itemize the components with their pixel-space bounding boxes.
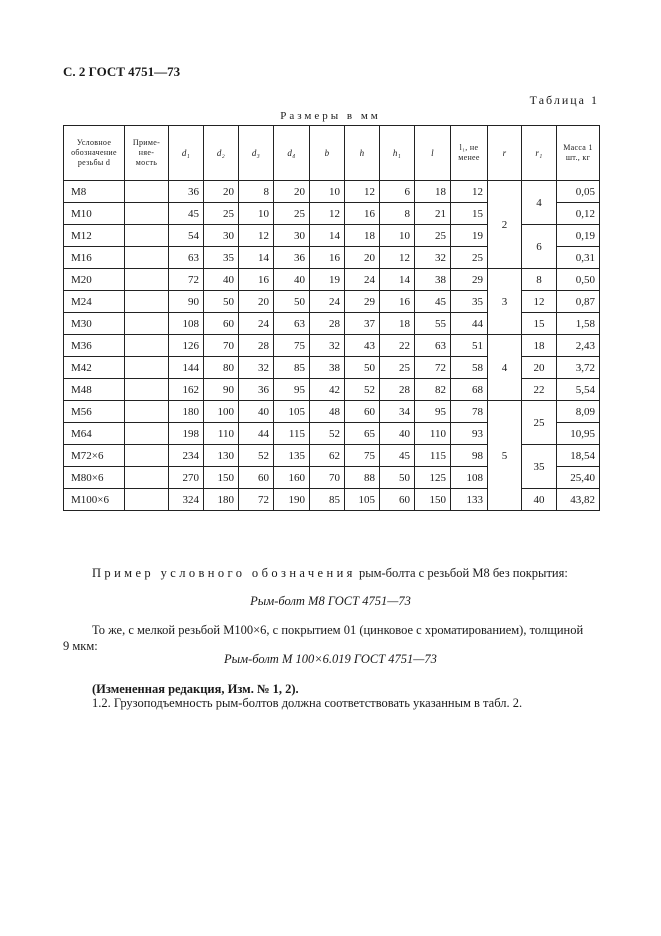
cell-d2: 100 xyxy=(204,401,239,423)
cell-d3: 36 xyxy=(239,379,274,401)
cell-d1: 270 xyxy=(169,467,204,489)
units-caption: Размеры в мм xyxy=(280,110,381,122)
column-header: d₄ xyxy=(274,126,310,181)
thread-designation: M16 xyxy=(64,247,125,269)
cell-h: 29 xyxy=(345,291,380,313)
cell-b: 28 xyxy=(310,313,345,335)
cell-d3: 16 xyxy=(239,269,274,291)
example-designation-2: Рым-болт М 100×6.019 ГОСТ 4751—73 xyxy=(224,652,437,666)
column-header: h₁ xyxy=(380,126,415,181)
column-header: d₃ xyxy=(239,126,274,181)
cell-h: 20 xyxy=(345,247,380,269)
cell-l: 63 xyxy=(415,335,451,357)
paragraph-2-line-2: 9 мкм: xyxy=(63,639,98,653)
cell-b: 24 xyxy=(310,291,345,313)
cell-mass: 0,50 xyxy=(557,269,600,291)
revision-note: (Измененная редакция, Изм. № 1, 2). xyxy=(92,682,299,696)
cell-d4: 95 xyxy=(274,379,310,401)
cell-l1: 58 xyxy=(451,357,488,379)
cell-l: 38 xyxy=(415,269,451,291)
thread-designation: M80×6 xyxy=(64,467,125,489)
applicability-cell xyxy=(125,401,169,423)
cell-d1: 234 xyxy=(169,445,204,467)
cell-l: 21 xyxy=(415,203,451,225)
column-header: l₁, не менее xyxy=(451,126,488,181)
applicability-cell xyxy=(125,357,169,379)
cell-b: 10 xyxy=(310,181,345,203)
applicability-cell xyxy=(125,225,169,247)
cell-h1: 34 xyxy=(380,401,415,423)
paragraph-2-line-1: То же, с мелкой резьбой М100×6, с покрытием 01 (цинковое с хроматированием), толщиной xyxy=(92,623,584,637)
cell-d1: 63 xyxy=(169,247,204,269)
cell-l1: 29 xyxy=(451,269,488,291)
cell-l: 45 xyxy=(415,291,451,313)
cell-l1: 51 xyxy=(451,335,488,357)
cell-d2: 35 xyxy=(204,247,239,269)
cell-h: 88 xyxy=(345,467,380,489)
cell-l: 25 xyxy=(415,225,451,247)
cell-d3: 52 xyxy=(239,445,274,467)
cell-d3: 72 xyxy=(239,489,274,511)
cell-l1: 108 xyxy=(451,467,488,489)
cell-h: 50 xyxy=(345,357,380,379)
cell-b: 52 xyxy=(310,423,345,445)
thread-designation: M30 xyxy=(64,313,125,335)
cell-d4: 115 xyxy=(274,423,310,445)
table-row xyxy=(64,181,600,203)
cell-d3: 12 xyxy=(239,225,274,247)
example-designation-1: Рым-болт М8 ГОСТ 4751—73 xyxy=(250,594,411,608)
cell-h: 52 xyxy=(345,379,380,401)
cell-d4: 75 xyxy=(274,335,310,357)
cell-r1: 40 xyxy=(522,489,557,511)
cell-r: 3 xyxy=(488,269,522,335)
cell-d2: 40 xyxy=(204,269,239,291)
cell-d3: 40 xyxy=(239,401,274,423)
cell-h: 18 xyxy=(345,225,380,247)
cell-l: 95 xyxy=(415,401,451,423)
cell-d2: 20 xyxy=(204,181,239,203)
cell-r1: 35 xyxy=(522,445,557,489)
cell-b: 70 xyxy=(310,467,345,489)
column-header: Приме-няе-мость xyxy=(125,126,169,181)
column-header: d₂ xyxy=(204,126,239,181)
cell-l: 32 xyxy=(415,247,451,269)
cell-d2: 90 xyxy=(204,379,239,401)
cell-b: 16 xyxy=(310,247,345,269)
table-body xyxy=(64,181,600,511)
cell-d1: 180 xyxy=(169,401,204,423)
cell-l: 115 xyxy=(415,445,451,467)
cell-b: 48 xyxy=(310,401,345,423)
example-intro xyxy=(92,565,568,581)
cell-d2: 50 xyxy=(204,291,239,313)
cell-b: 85 xyxy=(310,489,345,511)
cell-l1: 12 xyxy=(451,181,488,203)
cell-b: 12 xyxy=(310,203,345,225)
applicability-cell xyxy=(125,379,169,401)
applicability-cell xyxy=(125,445,169,467)
cell-h1: 22 xyxy=(380,335,415,357)
column-header: b xyxy=(310,126,345,181)
cell-d2: 70 xyxy=(204,335,239,357)
dimensions-table xyxy=(63,125,600,511)
thread-designation: M20 xyxy=(64,269,125,291)
applicability-cell xyxy=(125,291,169,313)
cell-r: 5 xyxy=(488,401,522,511)
cell-mass: 0,31 xyxy=(557,247,600,269)
thread-designation: M10 xyxy=(64,203,125,225)
cell-r1: 8 xyxy=(522,269,557,291)
cell-b: 38 xyxy=(310,357,345,379)
column-header: r₁ xyxy=(522,126,557,181)
example-intro-rest: рым-болта с резьбой М8 без покрытия: xyxy=(355,566,568,580)
cell-r1: 20 xyxy=(522,357,557,379)
cell-r: 2 xyxy=(488,181,522,269)
cell-d1: 36 xyxy=(169,181,204,203)
cell-d2: 130 xyxy=(204,445,239,467)
column-header: d₁ xyxy=(169,126,204,181)
cell-l1: 93 xyxy=(451,423,488,445)
thread-designation: M36 xyxy=(64,335,125,357)
cell-d3: 32 xyxy=(239,357,274,379)
cell-d4: 190 xyxy=(274,489,310,511)
cell-mass: 18,54 xyxy=(557,445,600,467)
cell-mass: 0,12 xyxy=(557,203,600,225)
cell-h1: 18 xyxy=(380,313,415,335)
cell-b: 62 xyxy=(310,445,345,467)
cell-mass: 43,82 xyxy=(557,489,600,511)
applicability-cell xyxy=(125,467,169,489)
cell-mass: 0,05 xyxy=(557,181,600,203)
cell-l: 110 xyxy=(415,423,451,445)
cell-d1: 144 xyxy=(169,357,204,379)
cell-h1: 25 xyxy=(380,357,415,379)
cell-h: 75 xyxy=(345,445,380,467)
cell-d1: 72 xyxy=(169,269,204,291)
cell-d1: 90 xyxy=(169,291,204,313)
cell-h: 105 xyxy=(345,489,380,511)
cell-r1: 18 xyxy=(522,335,557,357)
cell-l1: 68 xyxy=(451,379,488,401)
cell-mass: 0,87 xyxy=(557,291,600,313)
cell-l: 72 xyxy=(415,357,451,379)
applicability-cell xyxy=(125,423,169,445)
cell-h1: 16 xyxy=(380,291,415,313)
cell-d1: 198 xyxy=(169,423,204,445)
cell-h: 60 xyxy=(345,401,380,423)
cell-mass: 8,09 xyxy=(557,401,600,423)
cell-d4: 105 xyxy=(274,401,310,423)
cell-h1: 40 xyxy=(380,423,415,445)
cell-d3: 28 xyxy=(239,335,274,357)
thread-designation: M100×6 xyxy=(64,489,125,511)
thread-designation: M42 xyxy=(64,357,125,379)
cell-h1: 12 xyxy=(380,247,415,269)
cell-d2: 30 xyxy=(204,225,239,247)
applicability-cell xyxy=(125,203,169,225)
cell-l: 150 xyxy=(415,489,451,511)
example-intro-spaced: Пример условного обозначения xyxy=(92,566,356,580)
cell-d2: 60 xyxy=(204,313,239,335)
cell-d4: 63 xyxy=(274,313,310,335)
cell-h1: 28 xyxy=(380,379,415,401)
thread-designation: M8 xyxy=(64,181,125,203)
applicability-cell xyxy=(125,247,169,269)
cell-mass: 25,40 xyxy=(557,467,600,489)
cell-h: 43 xyxy=(345,335,380,357)
cell-b: 32 xyxy=(310,335,345,357)
cell-h1: 8 xyxy=(380,203,415,225)
cell-mass: 3,72 xyxy=(557,357,600,379)
cell-d1: 108 xyxy=(169,313,204,335)
applicability-cell xyxy=(125,181,169,203)
cell-d4: 25 xyxy=(274,203,310,225)
cell-d2: 150 xyxy=(204,467,239,489)
cell-b: 14 xyxy=(310,225,345,247)
cell-d1: 162 xyxy=(169,379,204,401)
cell-d4: 135 xyxy=(274,445,310,467)
cell-d3: 8 xyxy=(239,181,274,203)
thread-designation: M12 xyxy=(64,225,125,247)
column-header: r xyxy=(488,126,522,181)
cell-d3: 60 xyxy=(239,467,274,489)
clause-1-2: 1.2. Грузоподъемность рым-болтов должна соответствовать указанным в табл. 2. xyxy=(92,696,523,710)
cell-mass: 10,95 xyxy=(557,423,600,445)
cell-h1: 45 xyxy=(380,445,415,467)
cell-r1: 22 xyxy=(522,379,557,401)
cell-d4: 50 xyxy=(274,291,310,313)
cell-l1: 25 xyxy=(451,247,488,269)
thread-designation: M56 xyxy=(64,401,125,423)
cell-mass: 2,43 xyxy=(557,335,600,357)
cell-b: 19 xyxy=(310,269,345,291)
cell-d1: 54 xyxy=(169,225,204,247)
cell-d4: 40 xyxy=(274,269,310,291)
cell-l1: 133 xyxy=(451,489,488,511)
thread-designation: M48 xyxy=(64,379,125,401)
cell-d3: 10 xyxy=(239,203,274,225)
cell-l1: 35 xyxy=(451,291,488,313)
cell-h1: 14 xyxy=(380,269,415,291)
cell-d4: 160 xyxy=(274,467,310,489)
cell-h1: 60 xyxy=(380,489,415,511)
cell-d3: 14 xyxy=(239,247,274,269)
cell-r1: 12 xyxy=(522,291,557,313)
cell-l1: 19 xyxy=(451,225,488,247)
thread-designation: M72×6 xyxy=(64,445,125,467)
column-header: Масса 1 шт., кг xyxy=(557,126,600,181)
table-row xyxy=(64,401,600,423)
applicability-cell xyxy=(125,489,169,511)
table-header-row xyxy=(64,126,600,181)
cell-r1: 15 xyxy=(522,313,557,335)
applicability-cell xyxy=(125,313,169,335)
cell-h: 65 xyxy=(345,423,380,445)
column-header: l xyxy=(415,126,451,181)
applicability-cell xyxy=(125,269,169,291)
cell-mass: 1,58 xyxy=(557,313,600,335)
cell-mass: 5,54 xyxy=(557,379,600,401)
cell-h: 16 xyxy=(345,203,380,225)
table-row xyxy=(64,269,600,291)
cell-d4: 20 xyxy=(274,181,310,203)
page-header: С. 2 ГОСТ 4751—73 xyxy=(63,64,181,79)
cell-d3: 20 xyxy=(239,291,274,313)
cell-l: 18 xyxy=(415,181,451,203)
cell-d1: 45 xyxy=(169,203,204,225)
cell-b: 42 xyxy=(310,379,345,401)
cell-d4: 85 xyxy=(274,357,310,379)
thread-designation: M64 xyxy=(64,423,125,445)
table-label: Таблица 1 xyxy=(529,93,599,107)
cell-d1: 324 xyxy=(169,489,204,511)
cell-r: 4 xyxy=(488,335,522,401)
thread-designation: M24 xyxy=(64,291,125,313)
cell-mass: 0,19 xyxy=(557,225,600,247)
cell-l: 55 xyxy=(415,313,451,335)
cell-l1: 78 xyxy=(451,401,488,423)
cell-h: 12 xyxy=(345,181,380,203)
cell-l: 125 xyxy=(415,467,451,489)
column-header: h xyxy=(345,126,380,181)
cell-l: 82 xyxy=(415,379,451,401)
cell-l1: 15 xyxy=(451,203,488,225)
table-row xyxy=(64,335,600,357)
column-header: Условное обозначение резьбы d xyxy=(64,126,125,181)
cell-d4: 36 xyxy=(274,247,310,269)
cell-d4: 30 xyxy=(274,225,310,247)
cell-d2: 80 xyxy=(204,357,239,379)
cell-d2: 180 xyxy=(204,489,239,511)
cell-d3: 44 xyxy=(239,423,274,445)
cell-l1: 44 xyxy=(451,313,488,335)
cell-d2: 110 xyxy=(204,423,239,445)
applicability-cell xyxy=(125,335,169,357)
cell-r1: 6 xyxy=(522,225,557,269)
cell-h: 24 xyxy=(345,269,380,291)
cell-r1: 25 xyxy=(522,401,557,445)
cell-h1: 50 xyxy=(380,467,415,489)
cell-r1: 4 xyxy=(522,181,557,225)
cell-d3: 24 xyxy=(239,313,274,335)
cell-h: 37 xyxy=(345,313,380,335)
cell-h1: 6 xyxy=(380,181,415,203)
cell-d2: 25 xyxy=(204,203,239,225)
cell-l1: 98 xyxy=(451,445,488,467)
cell-h1: 10 xyxy=(380,225,415,247)
cell-d1: 126 xyxy=(169,335,204,357)
